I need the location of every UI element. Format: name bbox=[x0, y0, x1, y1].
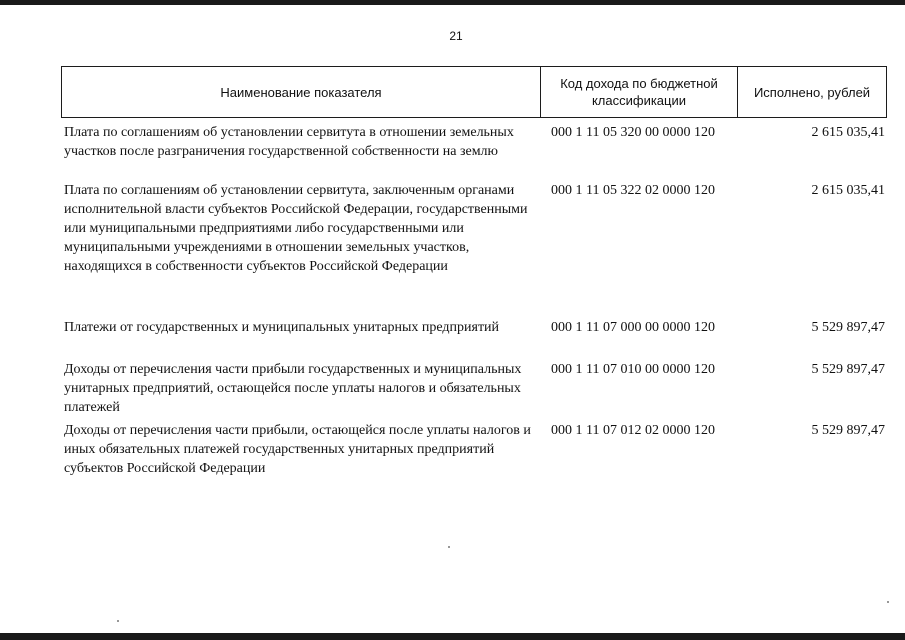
row-name: Доходы от перечисления части прибыли, остающейся после уплаты налогов и иных обязательных платежей государственных унитарных предприятий субъектов Российской Федерации bbox=[64, 423, 531, 476]
row-name: Плата по соглашениям об установлении сервитута в отношении земельных участков после разграничения государственной собственности на землю bbox=[64, 125, 514, 159]
row-amount: 5 529 897,47 bbox=[811, 423, 885, 438]
row-amount: 5 529 897,47 bbox=[811, 320, 885, 335]
scan-speck bbox=[887, 601, 889, 603]
scan-border-top bbox=[0, 0, 905, 5]
table-header bbox=[61, 66, 887, 118]
row-code: 000 1 11 05 320 00 0000 120 bbox=[551, 125, 715, 140]
scan-speck bbox=[117, 620, 119, 622]
row-name: Доходы от перечисления части прибыли государственных и муниципальных унитарных предприятий, остающейся после уплаты налогов и обязательных платежей bbox=[64, 362, 522, 415]
scan-border-bottom bbox=[0, 633, 905, 640]
row-code: 000 1 11 07 012 02 0000 120 bbox=[551, 423, 715, 438]
row-code: 000 1 11 07 010 00 0000 120 bbox=[551, 362, 715, 377]
header-name: Наименование показателя bbox=[62, 67, 541, 117]
scan-speck bbox=[448, 546, 450, 548]
row-code: 000 1 11 07 000 00 0000 120 bbox=[551, 320, 715, 335]
header-amount: Исполнено, рублей bbox=[753, 84, 871, 100]
header-code: Код дохода по бюджетной классификации bbox=[541, 67, 738, 117]
row-name: Плата по соглашениям об установлении сервитута, заключенным органами исполнительной власти субъектов Российской Федерации, государственными или муниципальными предприятиями либо государственными или муниципальными учреждениями в отношении земельных участков, находящихся в собственности субъектов Российской Федерации bbox=[64, 183, 528, 274]
row-name: Платежи от государственных и муниципальных унитарных предприятий bbox=[64, 320, 500, 335]
row-amount: 5 529 897,47 bbox=[811, 362, 885, 377]
page-number: 21 bbox=[449, 29, 463, 43]
row-code: 000 1 11 05 322 02 0000 120 bbox=[551, 183, 715, 198]
row-amount: 2 615 035,41 bbox=[811, 183, 885, 198]
row-amount: 2 615 035,41 bbox=[811, 125, 885, 140]
